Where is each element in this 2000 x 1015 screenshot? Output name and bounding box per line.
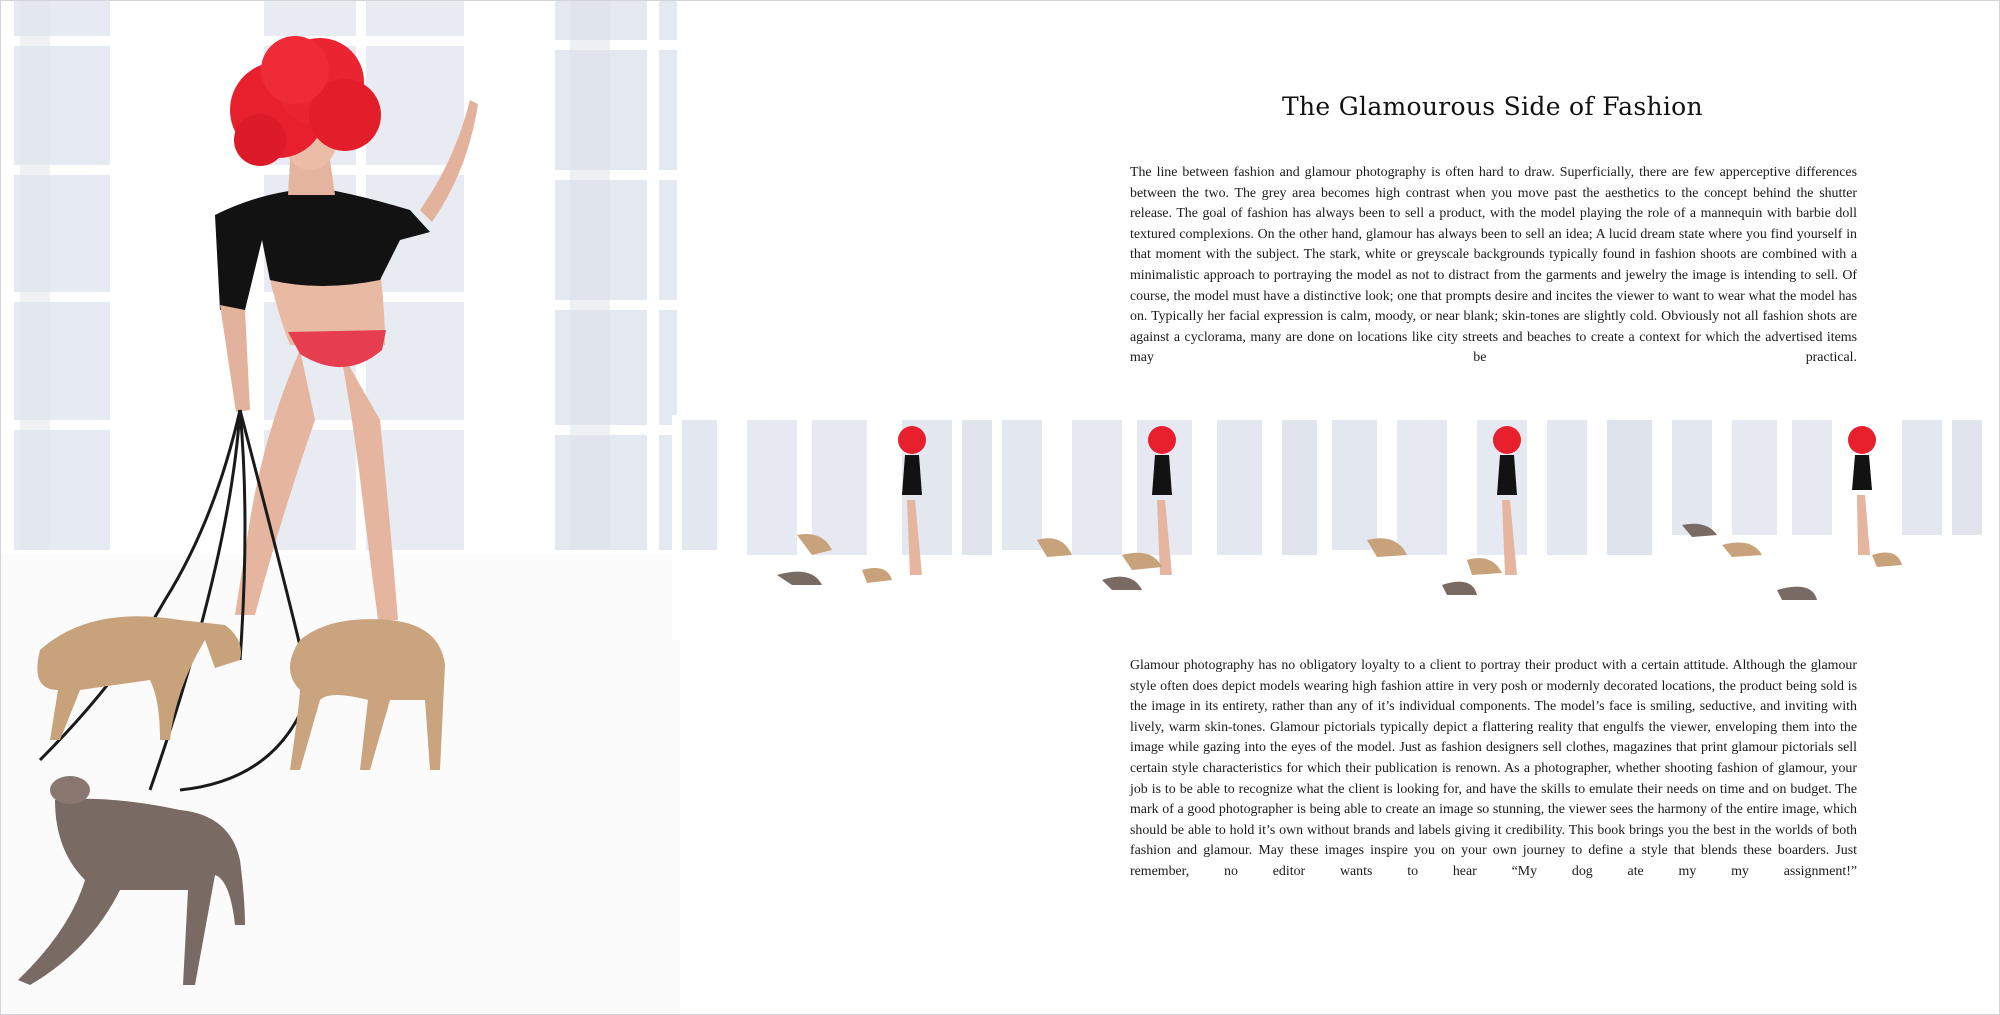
filmstrip xyxy=(672,415,1984,640)
filmstrip-frame-3 xyxy=(1327,415,1662,640)
body-paragraph-2: Glamour photography has no obligatory loyalty to a client to portray their product with a certain attitude. Although the glamour style often does depict models wearing high fashion attire in very posh or modernly decorated locations, the product being sold is the image in its entirety, rather than any of it’s individual components. The model’s face is smiling, seductive, and inviting with lively, warm skin-tones. Glamour pictorials typically depict a flattering reality that engulfs the viewer, enveloping them into the image while gazing into the eyes of the model. Just as fashion designers sell clothes, magazines that print glamour pictorials sell certain style characteristics for which their publication is renown. As a photographer, whether shooting fashion of glamour, your job is to be able to recognize what the client is looking for, and have the skills to emulate their needs on time and on budget. The mark of a good photographer is being able to create an image so stunning, the viewer sees the harmony of the entire image, which should be able to hold it’s own without brands and labels giving it credibility. This book brings you the best in the worlds of both fashion and glamour. May these images inspire you on your own journey to define a style that blends these boarders. Just remember, no editor wants to hear “My dog ate my my assignment!” xyxy=(1130,658,1857,879)
filmstrip-frame-2 xyxy=(1002,415,1327,640)
filmstrip-frame-1 xyxy=(672,415,1002,640)
body-paragraph-1: The line between fashion and glamour photography is often hard to draw. Superficially, there are few apperceptive differences between the two. The grey area becomes high contrast when you move past the aesthetics to the concept behind the shutter release. The goal of fashion has always been to sell a product, with the model playing the role of a mannequin with barbie doll textured complexions. On the other hand, glamour has always been to sell an idea; A lucid dream state where you find yourself in that moment with the subject. The stark, white or greyscale backgrounds typically found in fashion shoots are combined with a minimalistic approach to portraying the model as not to distract from the garments and jewelry the image is intending to sell. Of course, the model must have a distinctive look; one that prompts desire and incites the viewer to want to wear what the model has on. Typically her facial expression is calm, moody, or near blank; skin-tones are slightly cold. Obviously not all fashion shots are against a cyclorama, many are done on locations like city streets and beaches to create a context for which the advertised items may be practical. xyxy=(1130,165,1857,366)
filmstrip-frame-4 xyxy=(1662,415,1984,640)
page-title: The Glamourous Side of Fashion xyxy=(1282,92,1703,121)
hero-photo xyxy=(0,0,680,1015)
hero-photo-illustration xyxy=(0,0,680,1015)
